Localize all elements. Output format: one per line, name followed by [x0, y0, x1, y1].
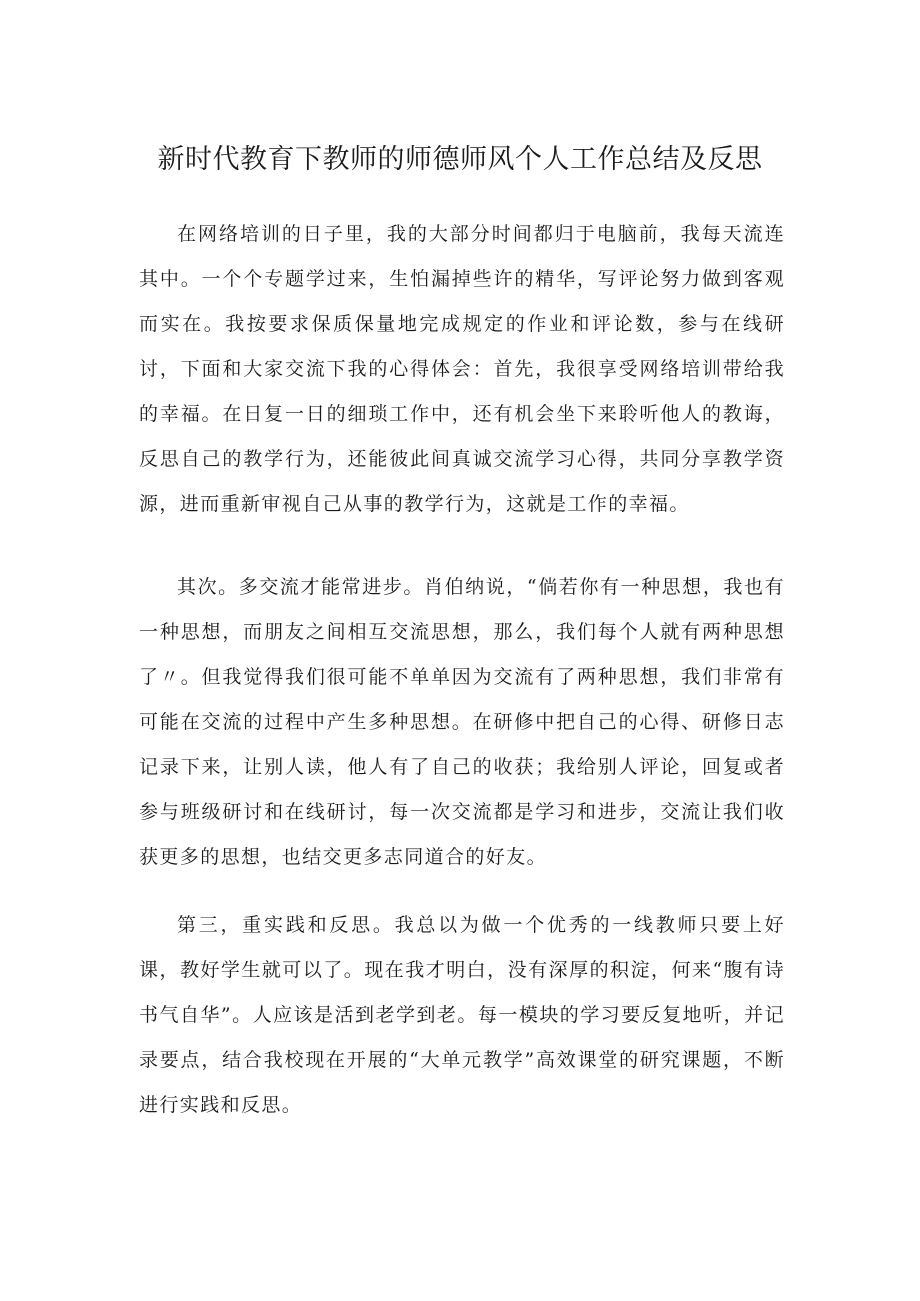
paragraph-2: 其次。多交流才能常进步。肖伯纳说，“倘若你有一种思想，我也有一种思想，而朋友之间相互交流思想，那么，我们每个人就有两种思想了〃。但我觉得我们很可能不单单因为交流有了两种思想，我们非常有可能在交流的过程中产生多种思想。在研修中把自己的心得、研修日志记录下来，让别人读，他人有了自己的收获；我给别人评论，回复或者参与班级研讨和在线研讨，每一次交流都是学习和进步，交流让我们收获更多的思想，也结交更多志同道合的好友。 — [139, 576, 785, 868]
paragraph-3: 第三，重实践和反思。我总以为做一个优秀的一线教师只要上好课，教好学生就可以了。现在我才明白，没有深厚的积淀，何来“腹有诗书气自华”。人应该是活到老学到老。每一模块的学习要反复地听，并记录要点，结合我校现在开展的“大单元教学”高效课堂的研究课题，不断进行实践和反思。 — [139, 914, 785, 1116]
document-title: 新时代教育下教师的师德师风个人工作总结及反思 — [157, 144, 763, 175]
paragraph-1: 在网络培训的日子里，我的大部分时间都归于电脑前，我每天流连其中。一个个专题学过来，生怕漏掉些许的精华，写评论努力做到客观而实在。我按要求保质保量地完成规定的作业和评论数，参与在线研讨，下面和大家交流下我的心得体会：首先，我很享受网络培训带给我的幸福。在日复一日的细琐工作中，还有机会坐下来聆听他人的教诲，反思自己的教学行为，还能彼此间真诚交流学习心得，共同分享教学资源，进而重新审视自己从事的教学行为，这就是工作的幸福。 — [139, 223, 785, 515]
